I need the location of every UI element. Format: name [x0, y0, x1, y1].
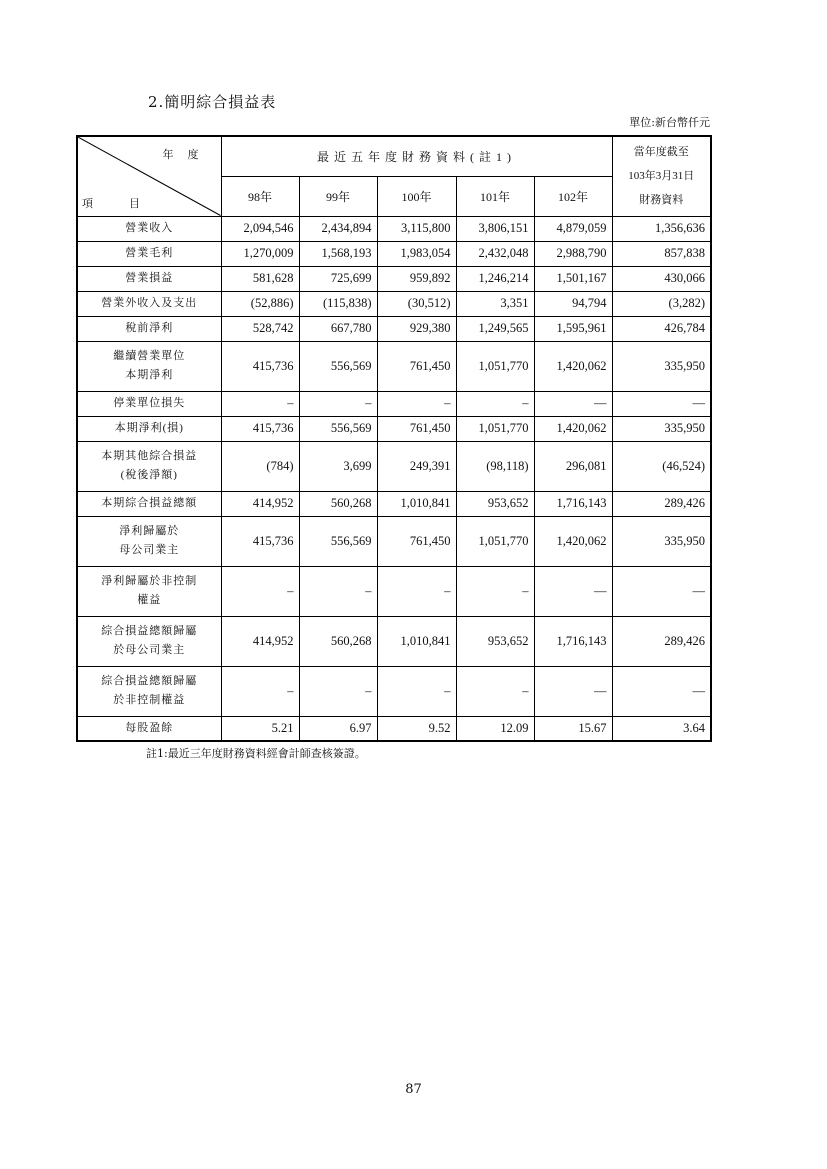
row-label-line: 於非控制權益 [113, 694, 186, 706]
table-row [77, 666, 711, 716]
value-cell: 5.21 [221, 716, 299, 741]
year-header: 99年 [299, 176, 377, 216]
value-cell: 9.52 [377, 716, 456, 741]
value-cell: 1,501,167 [534, 266, 612, 291]
row-label [77, 316, 221, 341]
value-cell: 560,268 [299, 616, 377, 666]
header-current-line1: 當年度截至 [633, 146, 689, 159]
value-cell: – [299, 566, 377, 616]
table-row [77, 566, 711, 616]
row-label [77, 341, 221, 391]
value-cell: 1,595,961 [534, 316, 612, 341]
row-label-line: 營業毛利 [125, 247, 174, 259]
value-cell: 2,434,894 [299, 216, 377, 241]
value-cell: — [612, 666, 711, 716]
value-cell: 3,115,800 [377, 216, 456, 241]
value-cell: 430,066 [612, 266, 711, 291]
value-cell: 1,270,009 [221, 241, 299, 266]
value-cell: 12.09 [456, 716, 534, 741]
value-cell: – [377, 391, 456, 416]
value-cell: 289,426 [612, 491, 711, 516]
income-statement-table [76, 135, 712, 742]
header-current-line3: 財務資料 [639, 194, 684, 207]
value-cell: 560,268 [299, 491, 377, 516]
table-row [77, 391, 711, 416]
value-cell: – [456, 391, 534, 416]
row-label-line: (稅後淨額) [120, 469, 178, 481]
row-label-line: 淨利歸屬於非控制 [101, 575, 198, 587]
value-cell: — [534, 566, 612, 616]
value-cell: 414,952 [221, 616, 299, 666]
row-label-line: 綜合損益總額歸屬 [101, 675, 198, 687]
row-label [77, 666, 221, 716]
value-cell: 3,806,151 [456, 216, 534, 241]
value-cell: 335,950 [612, 341, 711, 391]
value-cell: — [534, 391, 612, 416]
year-header: 102年 [534, 176, 612, 216]
row-label-line: 每股盈餘 [125, 721, 174, 734]
value-cell: 1,356,636 [612, 216, 711, 241]
corner-year-label: 年度 [162, 149, 213, 161]
corner-item-label: 項目 [82, 197, 176, 210]
value-cell: 3,351 [456, 291, 534, 316]
value-cell: 528,742 [221, 316, 299, 341]
value-cell: – [221, 666, 299, 716]
row-label-line: 權益 [137, 594, 162, 606]
table-row [77, 241, 711, 266]
value-cell: — [612, 391, 711, 416]
value-cell: – [221, 391, 299, 416]
value-cell: 4,879,059 [534, 216, 612, 241]
value-cell: 1,051,770 [456, 416, 534, 441]
value-cell: 1,051,770 [456, 516, 534, 566]
page-title: 2.簡明綜合損益表 [148, 93, 277, 111]
value-cell: 289,426 [612, 616, 711, 666]
value-cell: 249,391 [377, 441, 456, 491]
row-label-line: 母公司業主 [119, 544, 180, 556]
table-row [77, 216, 711, 241]
row-label [77, 616, 221, 666]
table-row [77, 441, 711, 491]
value-cell: 959,892 [377, 266, 456, 291]
footnote: 註1:最近三年度財務資料經會計師查核簽證。 [146, 747, 366, 760]
value-cell: 556,569 [299, 341, 377, 391]
value-cell: 415,736 [221, 341, 299, 391]
year-header: 101年 [456, 176, 534, 216]
value-cell: 414,952 [221, 491, 299, 516]
row-label-line: 於母公司業主 [113, 644, 186, 656]
value-cell: 2,094,546 [221, 216, 299, 241]
table-row [77, 316, 711, 341]
row-label [77, 266, 221, 291]
value-cell: 761,450 [377, 341, 456, 391]
value-cell: 556,569 [299, 416, 377, 441]
table-row [77, 266, 711, 291]
value-cell: 335,950 [612, 416, 711, 441]
value-cell: 953,652 [456, 491, 534, 516]
row-label-line: 營業外收入及支出 [101, 297, 198, 309]
value-cell: 1,249,565 [456, 316, 534, 341]
value-cell: 2,988,790 [534, 241, 612, 266]
value-cell: 415,736 [221, 416, 299, 441]
row-label [77, 291, 221, 316]
row-label [77, 491, 221, 516]
value-cell: (784) [221, 441, 299, 491]
value-cell: (46,524) [612, 441, 711, 491]
row-label-line: 繼續營業單位 [113, 350, 186, 362]
value-cell: 1,420,062 [534, 416, 612, 441]
table-row [77, 616, 711, 666]
value-cell: 6.97 [299, 716, 377, 741]
value-cell: 1,716,143 [534, 616, 612, 666]
page-number: 87 [405, 1082, 422, 1097]
table-row [77, 416, 711, 441]
value-cell: 1,420,062 [534, 341, 612, 391]
row-label-line: 本期淨利 [125, 369, 174, 381]
row-label-line: 綜合損益總額歸屬 [101, 625, 198, 637]
value-cell: 3.64 [612, 716, 711, 741]
value-cell: – [299, 391, 377, 416]
value-cell: 953,652 [456, 616, 534, 666]
value-cell: 1,246,214 [456, 266, 534, 291]
value-cell: 929,380 [377, 316, 456, 341]
value-cell: 1,010,841 [377, 491, 456, 516]
value-cell: – [456, 666, 534, 716]
value-cell: 15.67 [534, 716, 612, 741]
row-label-line: 稅前淨利 [125, 322, 174, 334]
value-cell: – [299, 666, 377, 716]
table-row [77, 341, 711, 391]
value-cell: 761,450 [377, 416, 456, 441]
value-cell: – [221, 566, 299, 616]
row-label [77, 216, 221, 241]
value-cell: 581,628 [221, 266, 299, 291]
value-cell: – [377, 566, 456, 616]
value-cell: (52,886) [221, 291, 299, 316]
value-cell: 2,432,048 [456, 241, 534, 266]
value-cell: 3,699 [299, 441, 377, 491]
row-label-line: 營業收入 [125, 222, 174, 234]
value-cell: 296,081 [534, 441, 612, 491]
row-label [77, 416, 221, 441]
value-cell: (115,838) [299, 291, 377, 316]
unit-label: 單位:新台幣仟元 [629, 116, 710, 129]
table-row [77, 491, 711, 516]
value-cell: 857,838 [612, 241, 711, 266]
header-current-period [612, 136, 711, 216]
value-cell: (30,512) [377, 291, 456, 316]
value-cell: – [456, 566, 534, 616]
value-cell: — [612, 566, 711, 616]
row-label-line: 淨利歸屬於 [119, 525, 180, 537]
row-label-line: 營業損益 [125, 272, 174, 284]
row-label [77, 441, 221, 491]
value-cell: 415,736 [221, 516, 299, 566]
value-cell: 1,051,770 [456, 341, 534, 391]
row-label-line: 停業單位損失 [113, 397, 186, 409]
row-label [77, 716, 221, 741]
table-row [77, 516, 711, 566]
header-main: 最近五年度財務資料(註1) [221, 136, 612, 176]
row-label [77, 391, 221, 416]
value-cell: 725,699 [299, 266, 377, 291]
header-current-line2: 103年3月31日 [628, 170, 695, 183]
row-label-line: 本期其他綜合損益 [101, 450, 198, 462]
header-corner-cell [77, 136, 221, 216]
value-cell: 667,780 [299, 316, 377, 341]
value-cell: 335,950 [612, 516, 711, 566]
table-row [77, 716, 711, 741]
value-cell: – [377, 666, 456, 716]
value-cell: 1,420,062 [534, 516, 612, 566]
table-row [77, 291, 711, 316]
value-cell: — [534, 666, 612, 716]
value-cell: 556,569 [299, 516, 377, 566]
value-cell: 1,010,841 [377, 616, 456, 666]
row-label [77, 241, 221, 266]
row-label [77, 516, 221, 566]
value-cell: 1,568,193 [299, 241, 377, 266]
value-cell: 1,983,054 [377, 241, 456, 266]
value-cell: (3,282) [612, 291, 711, 316]
value-cell: 426,784 [612, 316, 711, 341]
value-cell: 1,716,143 [534, 491, 612, 516]
value-cell: 94,794 [534, 291, 612, 316]
value-cell: (98,118) [456, 441, 534, 491]
row-label-line: 本期綜合損益總額 [101, 497, 198, 509]
row-label-line: 本期淨利(損) [114, 422, 184, 434]
row-label [77, 566, 221, 616]
year-header: 98年 [221, 176, 299, 216]
value-cell: 761,450 [377, 516, 456, 566]
year-header: 100年 [377, 176, 456, 216]
